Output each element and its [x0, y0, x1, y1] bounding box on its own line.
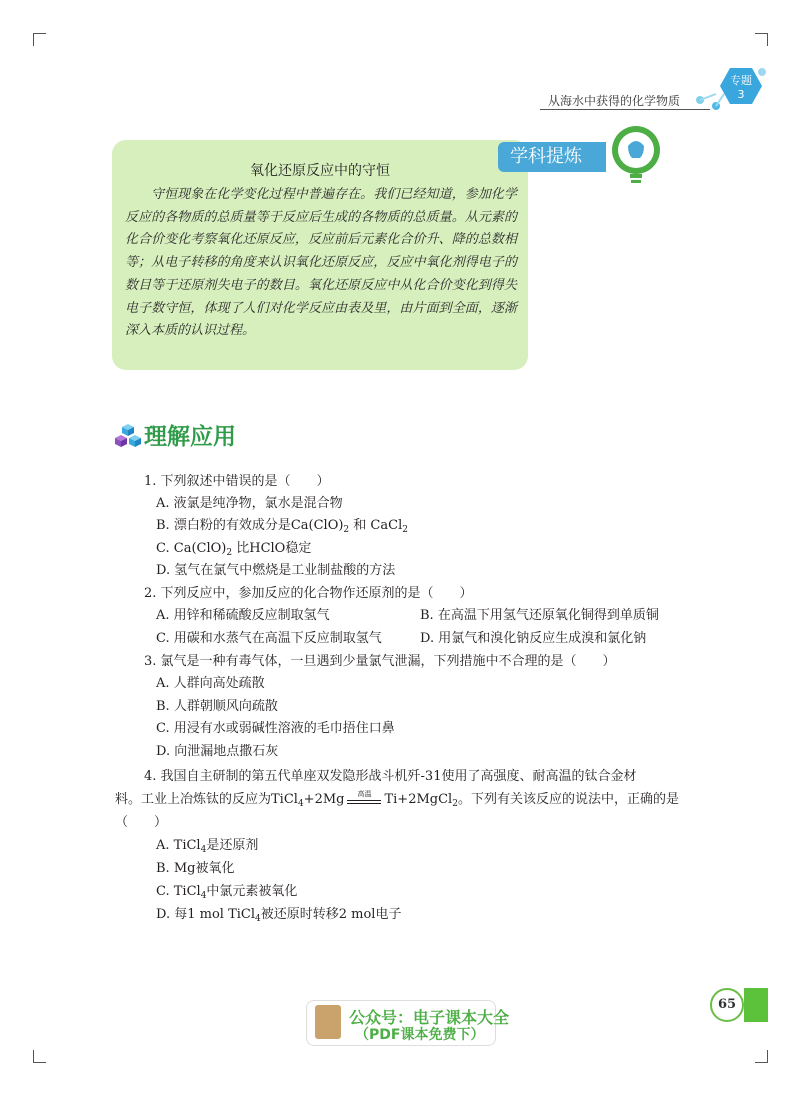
- watermark: [306, 1000, 510, 1046]
- chapter-badge: [690, 64, 768, 114]
- book-icon: [315, 1005, 341, 1039]
- question-4-option-c: C. TiCl$_4$中氯元素被氧化: [156, 884, 298, 901]
- badge-number: 3: [737, 88, 745, 101]
- question-3-option-d: D. 向泄漏地点撒石灰: [156, 744, 279, 759]
- lightbulb-icon: [610, 124, 662, 188]
- question-2-option-b: B. 在高温下用氢气还原氧化铜得到单质铜: [420, 608, 659, 623]
- cubes-icon: [114, 422, 142, 450]
- page-tab: [744, 988, 768, 1022]
- question-4-option-d: D. 每1 mol TiCl$_4$被还原时转移2 mol电子: [156, 907, 402, 924]
- question-1-option-a: A. 液氯是纯净物，氯水是混合物: [156, 496, 343, 511]
- question-1-option-c: C. $Ca(ClO)_2$ 比HClO稳定: [156, 541, 312, 558]
- section-title: 理解应用: [144, 424, 236, 450]
- page-number: 65: [710, 988, 744, 1022]
- question-2-option-c: C. 用碳和水蒸气在高温下反应制取氢气: [156, 631, 382, 646]
- crop-mark-bottom-left: [33, 1050, 46, 1063]
- summary-box: [112, 140, 528, 370]
- question-3-option-c: C. 用浸有水或弱碱性溶液的毛巾捂住口鼻: [156, 721, 395, 736]
- question-1-stem: 1. 下列叙述中错误的是（ ）: [144, 474, 330, 489]
- question-2-option-a: A. 用锌和稀硫酸反应制取氢气: [156, 608, 330, 623]
- badge-label: 专题: [730, 74, 752, 87]
- header-rule: [540, 109, 710, 110]
- crop-mark-top-right: [755, 33, 768, 46]
- question-3-option-b: B. 人群朝顺风向疏散: [156, 699, 278, 714]
- watermark-line-2: （PDF课本免费下）: [355, 1027, 485, 1043]
- question-4-option-a: A. TiCl$_4$是还原剂: [156, 838, 259, 855]
- question-3-stem: 3. 氯气是一种有毒气体，一旦遇到少量氯气泄漏，下列措施中不合理的是（ ）: [144, 654, 616, 669]
- question-2-option-d: D. 用氯气和溴化钠反应生成溴和氯化钠: [420, 631, 647, 646]
- question-1-option-b: B. 漂白粉的有效成分是$Ca(ClO)_2$ 和 CaCl$_2$: [156, 518, 408, 535]
- question-2-stem: 2. 下列反应中，参加反应的化合物作还原剂的是（ ）: [144, 586, 473, 601]
- reaction-condition: 高温: [347, 793, 381, 807]
- crop-mark-top-left: [33, 33, 46, 46]
- summary-title: 氧化还原反应中的守恒: [250, 163, 390, 179]
- question-4-line-3: （ ）: [115, 815, 168, 830]
- question-1-option-d: D. 氢气在氯气中燃烧是工业制盐酸的方法: [156, 563, 396, 578]
- summary-body: 守恒现象在化学变化过程中普遍存在。我们已经知道，参加化学反应的各物质的总质量等于反应后生成的各物质的总质量。从元素的化合价变化考察氧化还原反应，反应前后元素化合价升、降的总数相等；从电子转移的角度来认识氧化还原反应，反应中氧化剂得电子的数目等于还原剂失电子的数目。氧化还原反应中从化合价变化到得失电子数守恒，体现了人们对化学反应由表及里，由片面到全面，逐渐深入本质的认识过程。: [125, 187, 517, 339]
- watermark-line-1: 公众号：电子课本大全: [349, 1008, 510, 1027]
- question-4-line-1: 4. 我国自主研制的第五代单座双发隐形战斗机歼-31使用了高强度、耐高温的钛合金材: [144, 769, 637, 784]
- question-4-option-b: B. Mg被氧化: [156, 861, 235, 876]
- question-3-option-a: A. 人群向高处疏散: [156, 676, 265, 691]
- crop-mark-bottom-right: [755, 1050, 768, 1063]
- chapter-title: 从海水中获得的化学物质: [548, 94, 681, 108]
- summary-tag: 学科提炼: [498, 142, 606, 172]
- question-4-line-2: 料。工业上冶炼钛的反应为TiCl$_4$+2Mg 高温 Ti+2MgCl$_2$。下列有关该反应的说法中，正确的是: [115, 789, 679, 809]
